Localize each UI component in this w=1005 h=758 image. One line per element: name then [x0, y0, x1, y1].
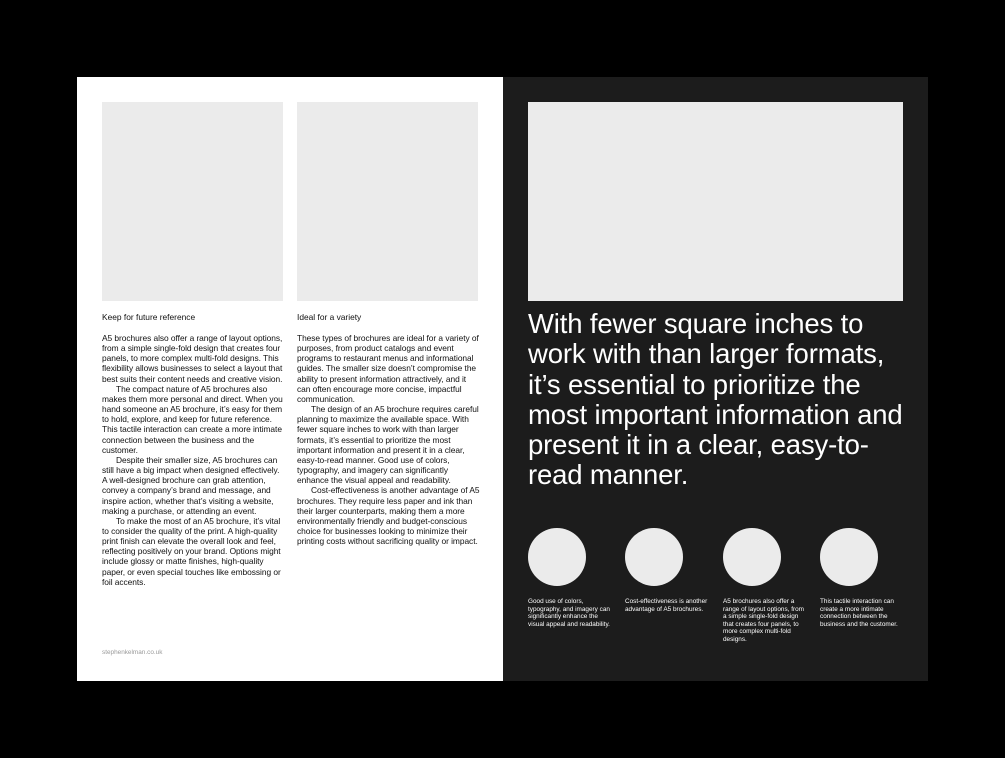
image-placeholder-hero — [528, 102, 903, 301]
page-footer-url: stephenkelman.co.uk — [102, 649, 163, 656]
pull-quote: With fewer square inches to work with than larger formats, it’s essential to prioritize the most important information and present it in a clear, easy-to-read manner. — [528, 308, 903, 491]
feature-caption: This tactile interaction can create a more intimate connection between the business and the customer. — [820, 598, 898, 628]
circle-image-placeholder — [820, 528, 878, 586]
feature-caption: A5 brochures also offer a range of layout options, from a simple single-fold design that creates four panels, to more complex multi-fold designs. — [723, 598, 804, 643]
feature-item — [528, 528, 612, 628]
column-2-paragraph: The design of an A5 brochure requires careful planning to maximize the available space. With fewer square inches to work with than larger formats, it’s essential to prioritize the most important information and present it in a clear, easy-to-read manner. Good use of colors, typography, and imagery can significantly enhance the visual appeal and readability. — [297, 404, 479, 486]
feature-item — [625, 528, 709, 613]
circle-image-placeholder — [528, 528, 586, 586]
image-placeholder-left-1 — [102, 102, 283, 301]
column-1-paragraph: Despite their smaller size, A5 brochures can still have a big impact when designed effectively. A well-designed brochure can grab attention, convey a company’s brand and message, and inspire action, whether that’s visiting a website, making a purchase, or attending an event. — [102, 454, 280, 516]
column-1-heading: Keep for future reference — [102, 312, 196, 322]
right-page — [503, 77, 928, 681]
column-1-paragraph: The compact nature of A5 brochures also makes them more personal and direct. When you hand someone an A5 brochure, it’s easy for them to hold, explore, and keep for future reference. This tactile interaction can create a more intimate connection between the business and the customer. — [102, 383, 283, 455]
text-column-2 — [297, 312, 480, 546]
column-2-paragraph: These types of brochures are ideal for a variety of purposes, from product catalogs and event programs to restaurant menus and informational guides. The smaller size doesn’t compromise the ability to present information attractively, and it can often encourage more concise, impactful communication. — [297, 333, 479, 404]
column-2-paragraph: Cost-effectiveness is another advantage of A5 brochures. They require less paper and ink than their larger counterparts, making them a more environmentally friendly and budget-conscious choice for businesses looking to minimize their printing costs without sacrificing quality or impact. — [297, 485, 480, 547]
feature-item — [820, 528, 904, 628]
circle-image-placeholder — [723, 528, 781, 586]
image-placeholder-left-2 — [297, 102, 478, 301]
text-column-1 — [102, 312, 285, 587]
feature-caption: Cost-effectiveness is another advantage of A5 brochures. — [625, 598, 708, 613]
left-page — [77, 77, 503, 681]
feature-item — [723, 528, 807, 644]
feature-caption: Good use of colors, typography, and imagery can significantly enhance the visual appeal and readability. — [528, 598, 610, 628]
brochure-spread — [77, 77, 928, 681]
column-2-heading: Ideal for a variety — [297, 312, 362, 322]
circle-image-placeholder — [625, 528, 683, 586]
column-1-paragraph: A5 brochures also offer a range of layout options, from a simple single-fold design that creates four panels, to more complex multi-fold designs. This flexibility allows businesses to select a layout that best suits their content needs and creative vision. — [102, 333, 283, 384]
column-1-paragraph: To make the most of an A5 brochure, it’s vital to consider the quality of the print. A high-quality print finish can elevate the overall look and feel, reflecting positively on your brand. Options might include glossy or matte finishes, high-quality paper, or even special touches like embossing or foil accents. — [102, 515, 281, 587]
